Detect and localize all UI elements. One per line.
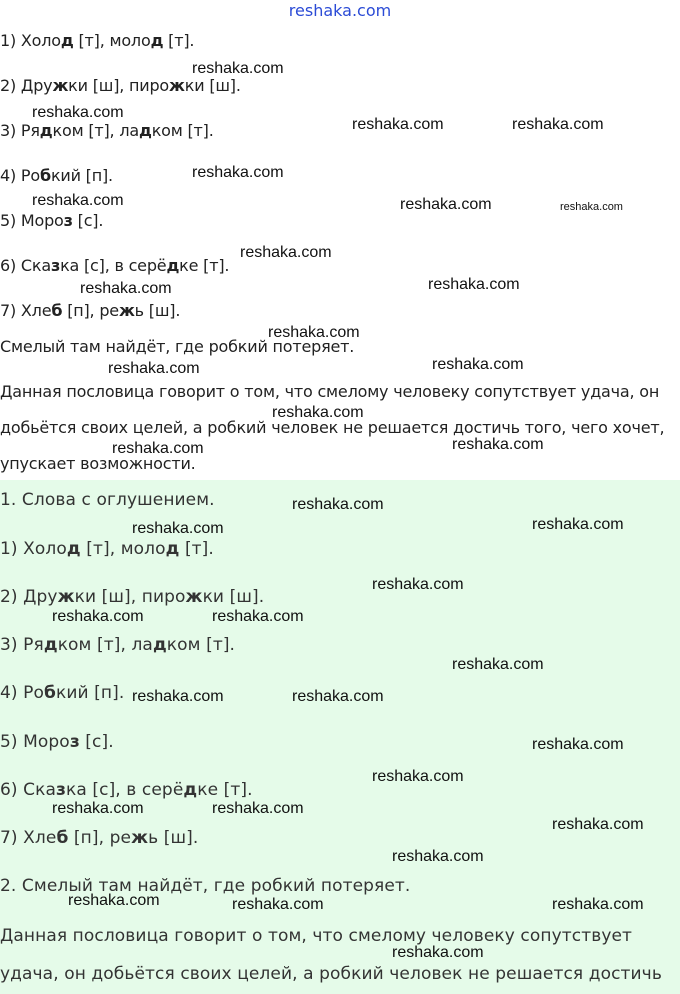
list-item: 6) Сказка [с], в серёдке [т]. [0,256,230,275]
list-item: 2) Дружки [ш], пирожки [ш]. [0,76,241,95]
watermark: reshaka.com [232,896,324,913]
watermark: reshaka.com [552,816,644,833]
watermark: reshaka.com [108,360,200,377]
list-item: 7) Хлеб [п], режь [ш]. [0,301,181,320]
watermark: reshaka.com [392,848,484,865]
watermark: reshaka.com [68,892,160,909]
section-title: 1. Слова с оглушением. [0,490,215,510]
watermark: reshaka.com [212,608,304,625]
paragraph-line: добьётся своих целей, а робкий человек не решается достичь того, чего хочет, [0,418,665,437]
list-item: 1) Холод [т], молод [т]. [0,31,195,50]
site-header-link[interactable]: reshaka.com [288,1,392,20]
watermark: reshaka.com [192,164,284,181]
watermark: reshaka.com [32,192,124,209]
paragraph-line: Данная пословица говорит о том, что смелому человеку сопутствует [0,926,633,946]
watermark: reshaka.com [132,520,224,537]
watermark: reshaka.com [452,436,544,453]
paragraph-line: удача, он добьётся своих целей, а робкий человек не решается достичь [0,964,662,984]
list-item: 3) Рядком [т], ладком [т]. [0,121,214,140]
list-item: 3) Рядком [т], ладком [т]. [0,635,236,655]
watermark: reshaka.com [400,196,492,213]
watermark: reshaka.com [532,516,624,533]
watermark: reshaka.com [240,244,332,261]
watermark: reshaka.com [352,116,444,133]
list-item: 4) Робкий [п]. [0,683,125,703]
watermark: reshaka.com [512,116,604,133]
proverb: 2. Смелый там найдёт, где робкий потеряет. [0,876,411,896]
watermark: reshaka.com [272,404,364,421]
watermark: reshaka.com [132,688,224,705]
list-item: 2) Дружки [ш], пирожки [ш]. [0,587,265,607]
watermark: reshaka.com [32,104,124,121]
list-item: 5) Мороз [с]. [0,732,114,752]
watermark: reshaka.com [372,768,464,785]
watermark: reshaka.com [52,608,144,625]
watermark: reshaka.com [392,944,484,961]
watermark: reshaka.com [432,356,524,373]
watermark: reshaka.com [292,496,384,513]
watermark: reshaka.com [52,800,144,817]
list-item: 1) Холод [т], молод [т]. [0,539,214,559]
watermark: reshaka.com [112,440,204,457]
list-item: 5) Мороз [с]. [0,211,104,230]
watermark: reshaka.com [192,60,284,77]
watermark: reshaka.com [292,688,384,705]
watermark: reshaka.com [80,280,172,297]
watermark: reshaka.com [552,896,644,913]
watermark: reshaka.com [428,276,520,293]
list-item: 7) Хлеб [п], режь [ш]. [0,828,199,848]
watermark: reshaka.com [372,576,464,593]
list-item: 6) Сказка [с], в серёдке [т]. [0,780,253,800]
list-item: 4) Робкий [п]. [0,166,113,185]
watermark: reshaka.com [268,324,360,341]
watermark: reshaka.com [452,656,544,673]
watermark: reshaka.com [532,736,624,753]
proverb: Смелый там найдёт, где робкий потеряет. [0,337,355,356]
paragraph-line: упускает возможности. [0,454,196,473]
watermark: reshaka.com [560,201,623,213]
watermark: reshaka.com [212,800,304,817]
paragraph-line: Данная пословица говорит о том, что смелому человеку сопутствует удача, он [0,382,660,401]
